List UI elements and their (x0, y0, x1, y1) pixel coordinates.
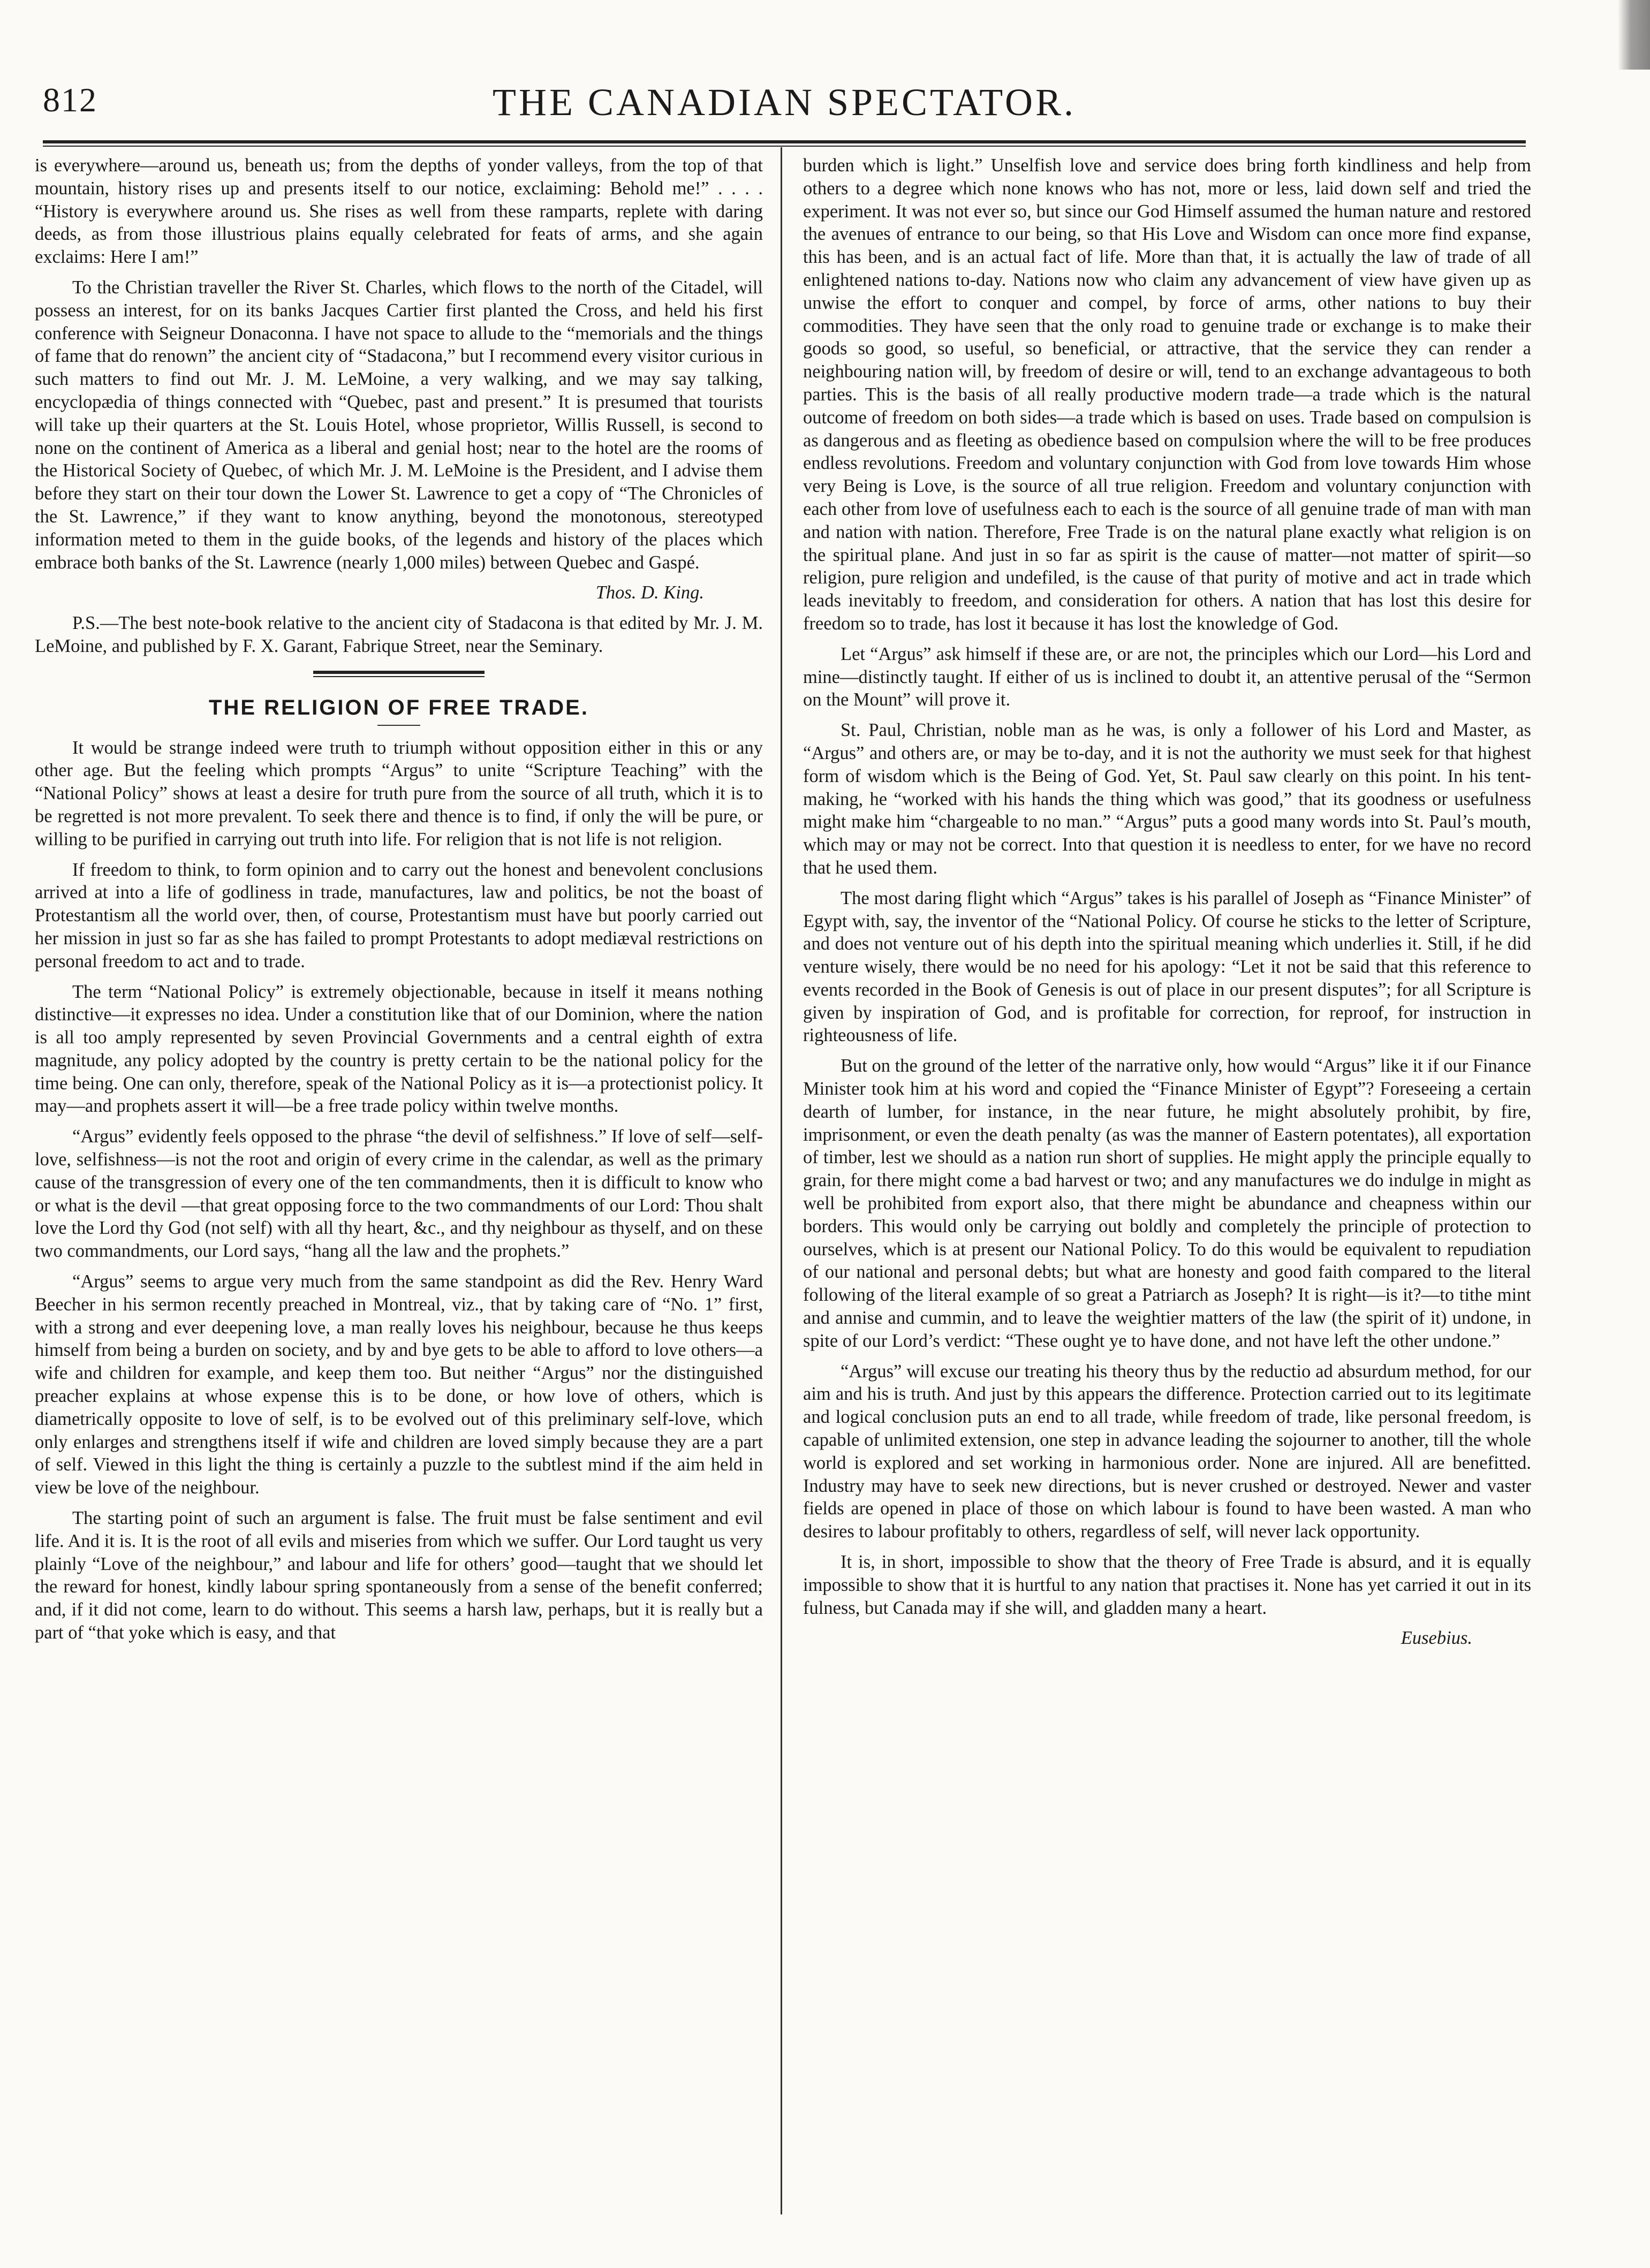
paragraph: It is, in short, impossible to show that the theory of Free Trade is absurd, and it is equally impossible to show that it is hurtful to any nation that practises it. None has yet carried it out in its fulness, but Canada may if she will, and gladden many a heart. (803, 1552, 1531, 1618)
paragraph: “Argus” seems to argue very much from the same standpoint as did the Rev. Henry Ward Beecher in his sermon recently preached in Montreal, viz., that by taking care of “No. 1” first, with a strong and ever deepening love, a man really loves his neighbour, because he thus keeps himself from being a burden on society, and by and bye gets to be able to afford to love others—a wife and children for example, and keep them too. But neither “Argus” nor the distinguished preacher explains at whose expense this is to be done, or how love of others, which is diametrically opposite to love of self, is to be evolved out of this preliminary self-love, which only enlarges and strengthens itself if wife and children are loved simply because they are a part of self. Viewed in this light the thing is certainly a puzzle to the subtlest mind if the aim held in view be love of the neighbour. (35, 1271, 763, 1498)
paragraph: “Argus” will excuse our treating his theory thus by the reductio ad absurdum method, for our aim and his is truth. And just by this appears the difference. Protection carried out to its legitimate and logical conclusion puts an end to all trade, while freedom of trade, like personal freedom, is capable of unlimited extension, one step in advance leading the sojourner to another, till the whole world is explored and set working in harmonious order. None are injured. All are benefitted. Industry may have to seek new directions, but is never crushed or destroyed. Newer and vaster fields are opened in place of those on which labour is found to have been wasted. A man who desires to labour profitably to others, regardless of self, will never lack opportunity. (803, 1361, 1531, 1542)
paragraph: To the Christian traveller the River St. Charles, which flows to the north of the Citadel, will possess an interest, for on its banks Jacques Cartier first planted the Cross, and held his first conference with Seigneur Donaconna. I have not space to allude to the “memorials and the things of fame that do renown” the ancient city of “Stadacona,” but I recommend every visitor curious in such matters to find out Mr. J. M. LeMoine, a very walking, and we may say talking, encyclopædia of things connected with “Quebec, past and present.” It is presumed that tourists will take up their quarters at the St. Louis Hotel, whose proprietor, Willis Russell, is second to none on the continent of America as a liberal and genial host; near to the hotel are the rooms of the Historical Society of Quebec, of which Mr. J. M. LeMoine is the President, and I advise them before they start on their tour down the Lower St. Lawrence to get a copy of “The Chronicles of the St. Lawrence,” if they want to know anything, beyond the monotonous, stereotyped information meted to them in the guide books, of the legends and history of the places which embrace both banks of the St. Lawrence (nearly 1,000 miles) between Quebec and Gaspé. (35, 277, 763, 573)
paragraph: is everywhere—around us, beneath us; from the depths of yonder valleys, from the top of that mountain, history rises up and presents itself to our notice, exclaiming: Behold me!” . . . . “History is everywhere around us. She rises as well from these ramparts, replete with daring deeds, as from those illustrious plains equally celebrated for feats of arms, and she again exclaims: Here I am!” (35, 155, 763, 268)
paragraph: “Argus” evidently feels opposed to the phrase “the devil of selfishness.” If love of self—self-love, selfishness—is not the root and origin of every crime in the calendar, as well as the primary cause of the transgression of every one of the ten commandments, then it is difficult to know who or what is the devil —that great opposing force to the two commandments of our Lord: Thou shalt love the Lord thy God (not self) with all thy heart, &c., and thy neighbour as thyself, and on these two commandments, our Lord says, “hang all the law and the prophets.” (35, 1126, 763, 1262)
postscript: P.S.—The best note-book relative to the ancient city of Stadacona is that edited by Mr. J. M. LeMoine, and published by F. X. Garant, Fabrique Street, near the Seminary. (35, 613, 763, 656)
signature: Thos. D. King. (595, 582, 704, 603)
column-divider (781, 147, 782, 2214)
paragraph: The most daring flight which “Argus” takes is his parallel of Joseph as “Finance Minister” of Egypt with, say, the inventor of the “National Policy. Of course he sticks to the letter of Scripture, and does not venture out of his depth into the spiritual meaning which underlies it. Still, if he did venture wisely, there would be no need for his apology: “Let it not be said that this reference to events recorded in the Book of Genesis is out of place in our present disputes”; for all Scripture is given by inspiration of God, and is profitable for correction, for reproof, for instruction in righteousness of life. (803, 888, 1531, 1046)
paragraph: burden which is light.” Unselfish love and service does bring forth kindliness and help from others to a degree which none knows who has not, more or less, laid down self and tried the experiment. It was not ever so, but since our God Himself assumed the human nature and restored the avenues of entrance to our being, so that His Love and Wisdom can once more find expanse, this has been, and is an actual fact of life. More than that, it is actually the law of trade of all enlightened nations to-day. Nations now who claim any advancement of view have given up as unwise the effort to conquer and compel, by force of arms, other nations to buy their commodities. They have seen that the only road to genuine trade or exchange is to make their goods so good, so useful, so beneficial, or attractive, that the service they can render a neighbouring nation will, by freedom of desire or will, tend to an exchange advantageous to both parties. This is the basis of all really productive modern trade—a trade which is the natural outcome of freedom on both sides—a trade which is based on uses. Trade based on compulsion is as dangerous and as fleeting as obedience based on compulsion where the will to be free produces endless revolutions. Freedom and voluntary conjunction with God from love towards Him whose very Being is Love, is the source of all true religion. Freedom and voluntary conjunction with each other from love of usefulness each to each is the source of all genuine trade of man with man and nation with nation. Therefore, Free Trade is on the natural plane exactly what religion is on the spiritual plane. And just in so far as spirit is the cause of matter—not matter of spirit—so religion, pure religion and undefiled, is the cause of that purity of motive and act in trade which leads inevitably to freedom, and consideration for others. A nation that has lost this desire for freedom so to trade, has lost it because it has lost the knowledge of God. (803, 155, 1531, 634)
paragraph: It would be strange indeed were truth to triumph without opposition either in this or any other age. But the feeling which prompts “Argus” to unite “Scripture Teaching” with the “National Policy” shows at least a desire for truth pure from the source of all truth, which it is to be regretted is not more prevalent. To seek there and thence is to find, if only the will be pure, or willing to be purified in carrying out truth into life. For religion that is not life is not religion. (35, 737, 763, 849)
article-heading (35, 671, 763, 726)
paragraph: But on the ground of the letter of the narrative only, how would “Argus” like it if our Finance Minister took him at his word and copied the “Finance Minister of Egypt”? Foreseeing a certain dearth of lumber, for instance, in the near future, he might absolutely prohibit, by fire, imprisonment, or even the death penalty (as was the manner of Eastern potentates), all exportation of timber, lest we should as a nation run short of supplies. He might apply the principle equally to grain, for there might come a bad harvest or two; and any manufactures we do indulge in might as well be prohibited from export also, that there might be abundance and cheapness within our borders. This would only be carrying out boldly and completely the principle of protection to ourselves, which is at present our National Policy. To do this would be equivalent to repudiation of our national and personal debts; but what are honesty and good faith compared to the literal following of the literal example of so great a Patriarch as Joseph? It is right—is it?—to tithe mint and annise and cummin, and to leave the weightier matters of the law (the spirit of it) undone, in spite of our Lord’s verdict: “These ought ye to have done, and not have left the other undone.” (803, 1056, 1531, 1351)
page-edge-mark (1618, 0, 1650, 70)
header-rule (43, 140, 1526, 147)
section-rule (313, 671, 485, 677)
page-header (43, 80, 1526, 145)
left-column (35, 154, 763, 2220)
title-underline (377, 725, 420, 726)
publication-title: THE CANADIAN SPECTATOR. (493, 81, 1076, 124)
right-column (803, 154, 1531, 2220)
paragraph: Let “Argus” ask himself if these are, or are not, the principles which our Lord—his Lord and mine—distinctly taught. If either of us is inclined to doubt it, an attentive perusal of the “Sermon on the Mount” will prove it. (803, 643, 1531, 710)
paragraph: The starting point of such an argument is false. The fruit must be false sentiment and evil life. And it is. It is the root of all evils and miseries from which we suffer. Our Lord taught us very plainly “Love of the neighbour,” and labour and life for others’ good—taught that we should let the reward for honest, kindly labour spring spontaneously from a sense of the benefit conferred; and, if it did not come, learn to do without. This seems a harsh law, perhaps, but it is really but a part of “that yoke which is easy, and that (35, 1508, 763, 1643)
signature: Eusebius. (1401, 1628, 1472, 1649)
article-title: THE RELIGION OF FREE TRADE. (209, 695, 589, 719)
paragraph: If freedom to think, to form opinion and to carry out the honest and benevolent conclusions arrived at into a life of godliness in trade, manufactures, law and politics, be not the boast of Protestantism all the world over, then, of course, Protestantism must have but poorly carried out her mission in just so far as she has failed to prompt Protestants to adopt mediæval restrictions on personal freedom to act and to trade. (35, 859, 763, 972)
paragraph: St. Paul, Christian, noble man as he was, is only a follower of his Lord and Master, as “Argus” and others are, or may be to-day, and it is not the authority we must seek for that highest form of wisdom which is the Being of God. Yet, St. Paul saw clearly on this point. In his tent-making, he “worked with his hands the thing which was good,” that its goodness or usefulness might make him “chargeable to no man.” “Argus” puts a good many words into St. Paul’s mouth, which may or may not be correct. Into that question it is needless to enter, for we have no record that he used them. (803, 720, 1531, 878)
paragraph: The term “National Policy” is extremely objectionable, because in itself it means nothing distinctive—it expresses no idea. Under a constitution like that of our Dominion, where the nation is all too amply represented by seven Provincial Governments and a central eighth of extra magnitude, any policy adopted by the country is pretty certain to be the national policy for the time being. One can only, therefore, speak of the National Policy as it is—a protectionist policy. It may—and prophets assert it will—be a free trade policy within twelve months. (35, 981, 763, 1117)
page-number: 812 (43, 81, 97, 119)
